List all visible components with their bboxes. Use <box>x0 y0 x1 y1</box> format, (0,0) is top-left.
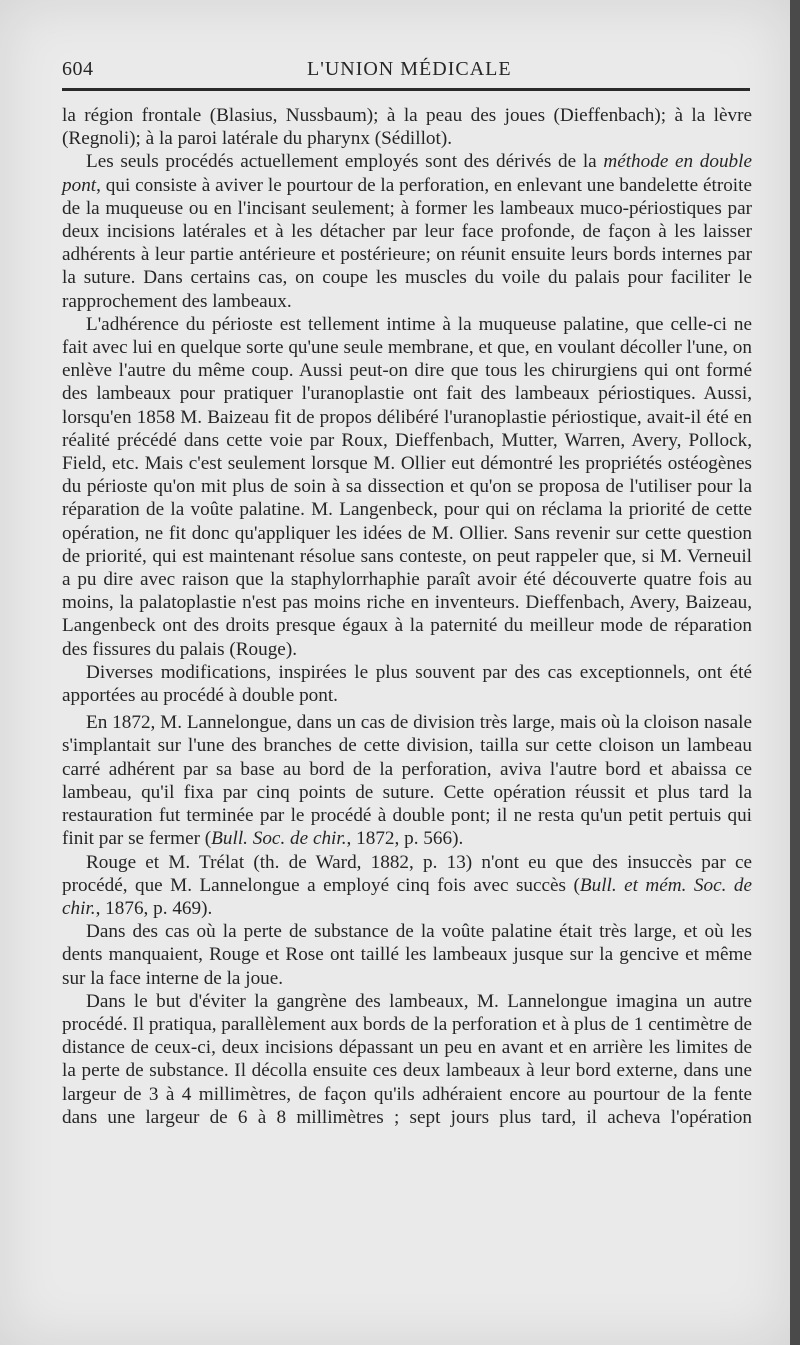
text-run: , qui consiste à aviver le pourtour de la perforation, en enlevant une bandelette étroite de la muqueuse ou en l'incisant seulement; à former les lambeaux muco-périostiques par deux incisions latérales et à les détacher par leur face profonde, de façon à les laisser adhérents à leur partie antérieure et postérieure; on réunit ensuite leurs bords internes par la suture. Dans certains cas, on coupe les muscles du voile du palais pour faciliter le rapprochement des lambeaux. <box>62 174 752 312</box>
page-edge-shadow <box>790 0 800 1345</box>
paragraph <box>62 990 752 1129</box>
text-run: Dans des cas où la perte de substance de la voûte palatine était très large, et où les dents manquaient, Rouge et Rose ont taillé les lambeaux jusque sur la gencive et même sur la face interne de la joue. <box>62 921 752 989</box>
italic-text: Bull. et mém. Soc. de chir. <box>62 874 752 919</box>
page-header <box>62 58 750 84</box>
body-text <box>62 104 752 1129</box>
paragraph <box>62 150 752 312</box>
text-run: la région frontale (Blasius, Nussbaum); à la peau des joues (Dieffenbach); à la lèvre (Regnoli); à la paroi latérale du pharynx (Sédillot). <box>62 105 752 150</box>
paragraph <box>62 711 752 850</box>
paragraph <box>62 313 752 661</box>
paragraph <box>62 851 752 921</box>
paragraph <box>62 104 752 150</box>
text-run: Rouge et M. Trélat (th. de Ward, 1882, p. 13) n'ont eu que des insuccès par ce procédé, que M. Lannelongue a employé cinq fois avec succès ( <box>62 851 752 896</box>
text-run: L'adhérence du périoste est tellement intime à la muqueuse palatine, que celle-ci ne fait avec lui en quelque sorte qu'une seule membrane, et que, en voulant décoller l'une, on enlève l'autre du même coup. Aussi peut-on dire que tous les chirurgiens qui ont formé des lambeaux pour pratiquer l'uranoplastie ont fait des lambeaux périostiques. Aussi, lorsqu'en 1858 M. Baizeau fit de propos délibéré l'uranoplastie périostique, avait-il été en réalité précédé dans cette voie par Roux, Dieffenbach, Mutter, Warren, Avery, Pollock, Field, etc. Mais c'est seulement lorsque M. Ollier eut démontré les propriétés ostéogènes du périoste qu'on mit plus de soin à sa dissection et qu'on se proposa de l'utiliser pour la réparation de la voûte palatine. M. Langenbeck, pour qui on réclama la priorité de cette opération, ne fit donc qu'appliquer les idées de M. Ollier. Sans revenir sur cette question de priorité, qui est maintenant résolue sans conteste, on peut rappeler que, si M. Verneuil a pu dire avec raison que la staphylorrhaphie paraît avoir été découverte quatre fois au moins, la palatoplastie n'est pas moins riche en inventeurs. Dieffenbach, Avery, Baizeau, Langenbeck ont des droits presque égaux à la paternité du meilleur mode de réparation des fissures du palais (Rouge). <box>62 313 752 660</box>
text-run: , 1872, p. 566). <box>346 828 464 850</box>
text-run: Les seuls procédés actuellement employés sont des dérivés de la <box>86 151 604 173</box>
text-run: , 1876, p. 469). <box>95 897 213 919</box>
italic-text: méthode en double pont <box>62 151 752 196</box>
page-number: 604 <box>62 58 94 80</box>
paragraph <box>62 920 752 990</box>
header-rule <box>62 88 750 91</box>
running-title: L'UNION MÉDICALE <box>307 58 512 80</box>
text-run: Diverses modifications, inspirées le plus souvent par des cas exceptionnels, ont été apportées au procédé à double pont. <box>62 661 752 707</box>
italic-text: Bull. Soc. de chir. <box>211 828 347 850</box>
text-run: Dans le but d'éviter la gangrène des lambeaux, M. Lannelongue imagina un autre procédé. Il pratiqua, parallèlement aux bords de la perforation et à plus de 1 centimètre de distance de ceux-ci, deux incisions dépassant un peu en avant et en arrière les limites de la perte de substance. Il décolla ensuite ces deux lambeaux à leur bord externe, dans une largeur de 3 à 4 millimètres, de façon qu'ils adhéraient encore au pourtour de la fente dans une largeur de 6 à 8 millimètres ; sept jours plus tard, il acheva l'opération <box>62 990 752 1128</box>
text-run: En 1872, M. Lannelongue, dans un cas de division très large, mais où la cloison nasale s'implantait sur l'une des branches de cette division, tailla sur cette cloison un lambeau carré adhérent par sa base au bord de la perforation, aviva l'autre bord et abaissa ce lambeau, qu'il fixa par cinq points de suture. Cette opération réussit et plus tard la restauration fut terminée par le procédé à double pont; il ne resta qu'un petit pertuis qui finit par se fermer ( <box>62 712 752 850</box>
paragraph <box>62 661 752 707</box>
